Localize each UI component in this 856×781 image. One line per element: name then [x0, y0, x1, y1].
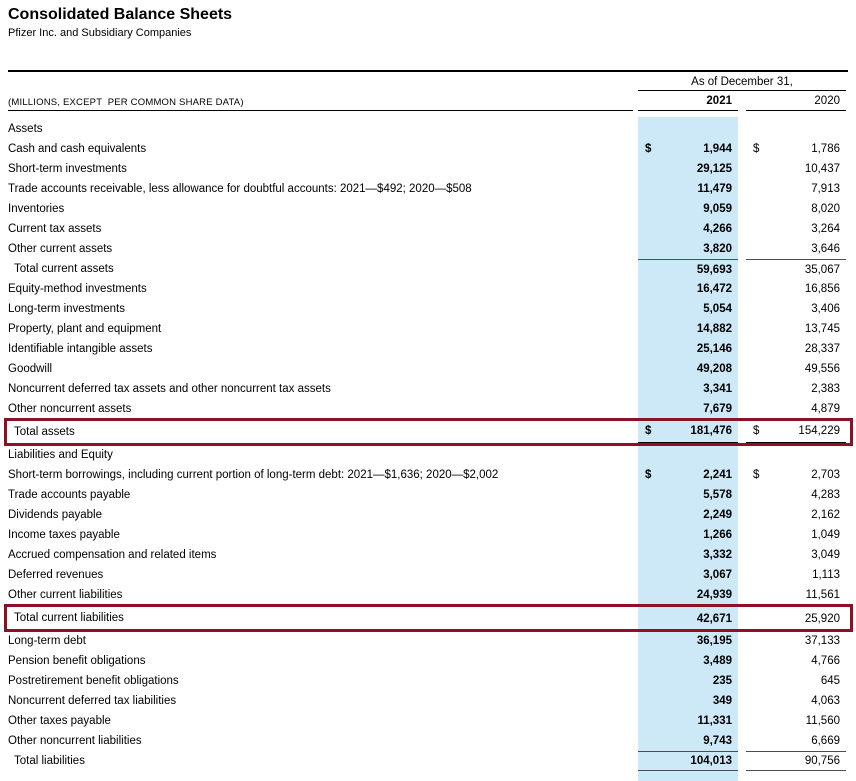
table-row	[8, 239, 846, 259]
row-label: Other noncurrent assets	[8, 403, 132, 415]
row-label: Short-term investments	[8, 163, 127, 175]
value-2020-cell	[746, 339, 846, 359]
row-label: Total liabilities	[14, 755, 85, 767]
value-2021-cell	[638, 319, 738, 339]
value-2021-cell	[638, 199, 738, 219]
table-row	[8, 299, 846, 319]
value-2021-cell	[638, 751, 738, 771]
top-rule	[8, 70, 848, 72]
table-row	[8, 671, 846, 691]
value-2021-cell	[638, 159, 738, 179]
table-row	[8, 199, 846, 219]
value-2021: 7,679	[703, 403, 732, 415]
value-2020-cell	[746, 259, 846, 279]
value-2020: 4,283	[811, 489, 840, 501]
value-2020: 1,786	[811, 143, 840, 155]
value-2021: 2,249	[703, 509, 732, 521]
table-row	[8, 525, 846, 545]
table-row	[8, 379, 846, 399]
column-group-header: As of December 31,	[638, 76, 846, 91]
dollar-sign: $	[753, 143, 760, 155]
section-label: Assets	[8, 123, 43, 135]
value-2020-cell	[746, 505, 846, 525]
value-2020: 3,264	[811, 223, 840, 235]
value-2021-cell	[638, 239, 738, 259]
table-row	[8, 119, 846, 139]
value-2020-cell	[746, 159, 846, 179]
row-label: Trade accounts receivable, less allowance for doubtful accounts: 2021—$492; 2020—$508	[8, 183, 472, 195]
value-2021: 36,195	[696, 635, 732, 647]
value-2020: 8,020	[811, 203, 840, 215]
dollar-sign: $	[645, 425, 652, 437]
table-row	[8, 159, 846, 179]
row-label: Total current liabilities	[14, 612, 124, 624]
table-row	[8, 585, 846, 605]
value-2020: 3,646	[811, 243, 840, 255]
table-row	[8, 631, 846, 651]
value-2020-cell	[746, 379, 846, 399]
value-2020: 645	[820, 675, 840, 687]
value-2020-cell	[746, 279, 846, 299]
value-2020-cell	[746, 239, 846, 259]
value-2020-cell	[746, 319, 846, 339]
value-2020: 10,437	[804, 163, 840, 175]
value-2020-cell	[746, 731, 846, 751]
value-2021: 349	[712, 695, 732, 707]
table-row	[8, 751, 846, 771]
value-2021-cell	[638, 565, 738, 585]
value-2021: 2,241	[703, 469, 732, 481]
value-2021-cell	[638, 691, 738, 711]
row-label: Total current assets	[14, 263, 114, 275]
value-2021-cell	[638, 379, 738, 399]
row-label: Pension benefit obligations	[8, 655, 146, 667]
row-label: Short-term borrowings, including current portion of long-term debt: 2021—$1,636; 2020—$2,002	[8, 469, 499, 481]
row-label: Goodwill	[8, 363, 53, 375]
value-2020: 1,113	[812, 569, 840, 581]
value-2021-cell	[638, 139, 738, 159]
row-label: Accrued compensation and related items	[8, 549, 217, 561]
value-2020: 2,162	[811, 509, 840, 521]
table-row	[8, 259, 846, 279]
value-2021: 11,331	[697, 715, 732, 727]
value-2020: 1,049	[811, 529, 840, 541]
value-2020: 90,756	[804, 755, 840, 767]
row-label: Deferred revenues	[8, 569, 104, 581]
row-label: Other current assets	[8, 243, 113, 255]
row-label: Long-term investments	[8, 303, 125, 315]
row-label: Property, plant and equipment	[8, 323, 162, 335]
header-rule-label	[8, 110, 633, 111]
value-2020: 7,913	[811, 183, 840, 195]
table-row	[8, 485, 846, 505]
value-2021: 5,578	[703, 489, 732, 501]
value-2020-cell	[746, 631, 846, 651]
table-row	[8, 731, 846, 751]
table-row	[8, 419, 846, 445]
value-2020-cell	[746, 359, 846, 379]
value-2020-cell	[746, 179, 846, 199]
value-2021-cell	[638, 711, 738, 731]
row-label: Other noncurrent liabilities	[8, 735, 142, 747]
header-rule-2021	[638, 110, 738, 111]
value-2020-cell	[746, 545, 846, 565]
value-2021: 3,341	[703, 383, 732, 395]
value-2020: 3,406	[811, 303, 840, 315]
value-2021: 16,472	[696, 283, 732, 295]
value-2021-cell	[638, 339, 738, 359]
row-label: Total assets	[14, 426, 75, 438]
value-2021: 24,939	[696, 589, 732, 601]
value-2020: 2,703	[811, 469, 840, 481]
value-2021: 9,059	[703, 203, 732, 215]
value-2021: 181,476	[690, 425, 732, 437]
row-label: Noncurrent deferred tax assets and other noncurrent tax assets	[8, 383, 331, 395]
table-row	[8, 339, 846, 359]
page-title: Consolidated Balance Sheets	[8, 6, 233, 23]
table-row	[8, 445, 846, 465]
value-2020: 2,383	[811, 383, 840, 395]
value-2021-cell	[638, 219, 738, 239]
value-2021: 1,944	[703, 143, 732, 155]
value-2020: 6,669	[811, 735, 840, 747]
dollar-sign: $	[753, 425, 760, 437]
value-2020-cell	[746, 751, 846, 771]
row-label: Noncurrent deferred tax liabilities	[8, 695, 177, 707]
value-2021-cell	[638, 299, 738, 319]
table-row	[8, 319, 846, 339]
table-row	[8, 279, 846, 299]
table-row	[8, 219, 846, 239]
value-2020-cell	[746, 565, 846, 585]
value-2020-cell	[746, 485, 846, 505]
value-2021-cell	[638, 485, 738, 505]
value-2021-cell	[638, 525, 738, 545]
value-2021-cell	[638, 419, 738, 445]
value-2020-cell	[746, 525, 846, 545]
value-2020: 154,229	[798, 425, 840, 437]
value-2021-cell	[638, 585, 738, 605]
section-label: Liabilities and Equity	[8, 449, 113, 461]
value-2020: 11,560	[805, 715, 840, 727]
value-2021: 59,693	[696, 263, 732, 276]
value-2020: 35,067	[804, 263, 840, 276]
row-label: Postretirement benefit obligations	[8, 675, 179, 687]
page-subtitle: Pfizer Inc. and Subsidiary Companies	[8, 27, 192, 39]
table-row	[8, 399, 846, 419]
value-2021: 3,489	[703, 655, 732, 667]
table-row	[8, 711, 846, 731]
table-row	[8, 651, 846, 671]
value-2021-cell	[638, 731, 738, 751]
value-2021-cell	[638, 671, 738, 691]
value-2020-cell	[746, 671, 846, 691]
row-label: Trade accounts payable	[8, 489, 131, 501]
value-2021-cell	[638, 605, 738, 631]
row-label: Inventories	[8, 203, 65, 215]
row-label: Income taxes payable	[8, 529, 120, 541]
value-2021-cell	[638, 651, 738, 671]
value-2021: 3,332	[703, 549, 732, 561]
table-row	[8, 691, 846, 711]
value-2021: 11,479	[697, 183, 732, 195]
value-2021-cell	[638, 631, 738, 651]
value-2020-cell	[746, 399, 846, 419]
row-label: Equity-method investments	[8, 283, 147, 295]
table-row	[8, 179, 846, 199]
units-label: (MILLIONS, EXCEPT PER COMMON SHARE DATA)	[8, 97, 244, 108]
value-2021-cell	[638, 399, 738, 419]
value-2021: 1,266	[703, 529, 732, 541]
row-label: Long-term debt	[8, 635, 86, 647]
value-2021: 3,067	[703, 569, 732, 581]
row-label: Identifiable intangible assets	[8, 343, 153, 355]
value-2021-cell	[638, 505, 738, 525]
row-label: Other current liabilities	[8, 589, 123, 601]
value-2020: 16,856	[804, 283, 840, 295]
table-row	[8, 465, 846, 485]
value-2020: 37,133	[804, 635, 840, 647]
year-2020-header: 2020	[814, 95, 840, 107]
value-2021: 42,671	[696, 612, 732, 625]
value-2020: 49,556	[804, 363, 840, 375]
row-label: Current tax assets	[8, 223, 102, 235]
value-2021-cell	[638, 359, 738, 379]
value-2020-cell	[746, 139, 846, 159]
table-row	[8, 505, 846, 525]
dollar-sign: $	[753, 469, 760, 481]
value-2020: 4,766	[811, 655, 840, 667]
value-2021: 25,146	[696, 343, 732, 355]
dollar-sign: $	[645, 469, 652, 481]
value-2021-cell	[638, 179, 738, 199]
dollar-sign: $	[645, 143, 652, 155]
value-2021-cell	[638, 545, 738, 565]
value-2021: 3,820	[703, 243, 732, 255]
value-2021: 9,743	[703, 735, 732, 747]
value-2020: 28,337	[804, 343, 840, 355]
value-2020-cell	[746, 711, 846, 731]
value-2021: 235	[712, 675, 732, 687]
value-2020-cell	[746, 585, 846, 605]
value-2020: 3,049	[811, 549, 840, 561]
value-2020-cell	[746, 605, 846, 631]
value-2020-cell	[746, 465, 846, 485]
value-2020-cell	[746, 651, 846, 671]
table-row	[8, 359, 846, 379]
table-row	[8, 545, 846, 565]
row-label: Cash and cash equivalents	[8, 143, 147, 155]
table-row	[8, 565, 846, 585]
value-2020: 4,063	[811, 695, 840, 707]
row-label: Other taxes payable	[8, 715, 111, 727]
table-row	[8, 139, 846, 159]
value-2020: 13,745	[804, 323, 840, 335]
table-row	[8, 605, 846, 631]
value-2020-cell	[746, 299, 846, 319]
value-2020: 25,920	[804, 612, 840, 625]
value-2020: 4,879	[811, 403, 840, 415]
value-2021-cell	[638, 259, 738, 279]
year-2021-header: 2021	[706, 95, 732, 107]
value-2021: 14,882	[696, 323, 732, 335]
value-2021: 49,208	[696, 363, 732, 375]
value-2021: 4,266	[703, 223, 732, 235]
value-2021: 104,013	[690, 755, 732, 767]
value-2021: 5,054	[703, 303, 732, 315]
value-2020-cell	[746, 199, 846, 219]
value-2021-cell	[638, 279, 738, 299]
value-2020-cell	[746, 219, 846, 239]
value-2020-cell	[746, 419, 846, 445]
header-rule-2020	[746, 110, 846, 111]
row-label: Dividends payable	[8, 509, 102, 521]
value-2021: 29,125	[696, 163, 732, 175]
balance-table	[8, 119, 846, 771]
value-2020: 11,561	[805, 589, 840, 601]
value-2021-cell	[638, 465, 738, 485]
value-2020-cell	[746, 691, 846, 711]
